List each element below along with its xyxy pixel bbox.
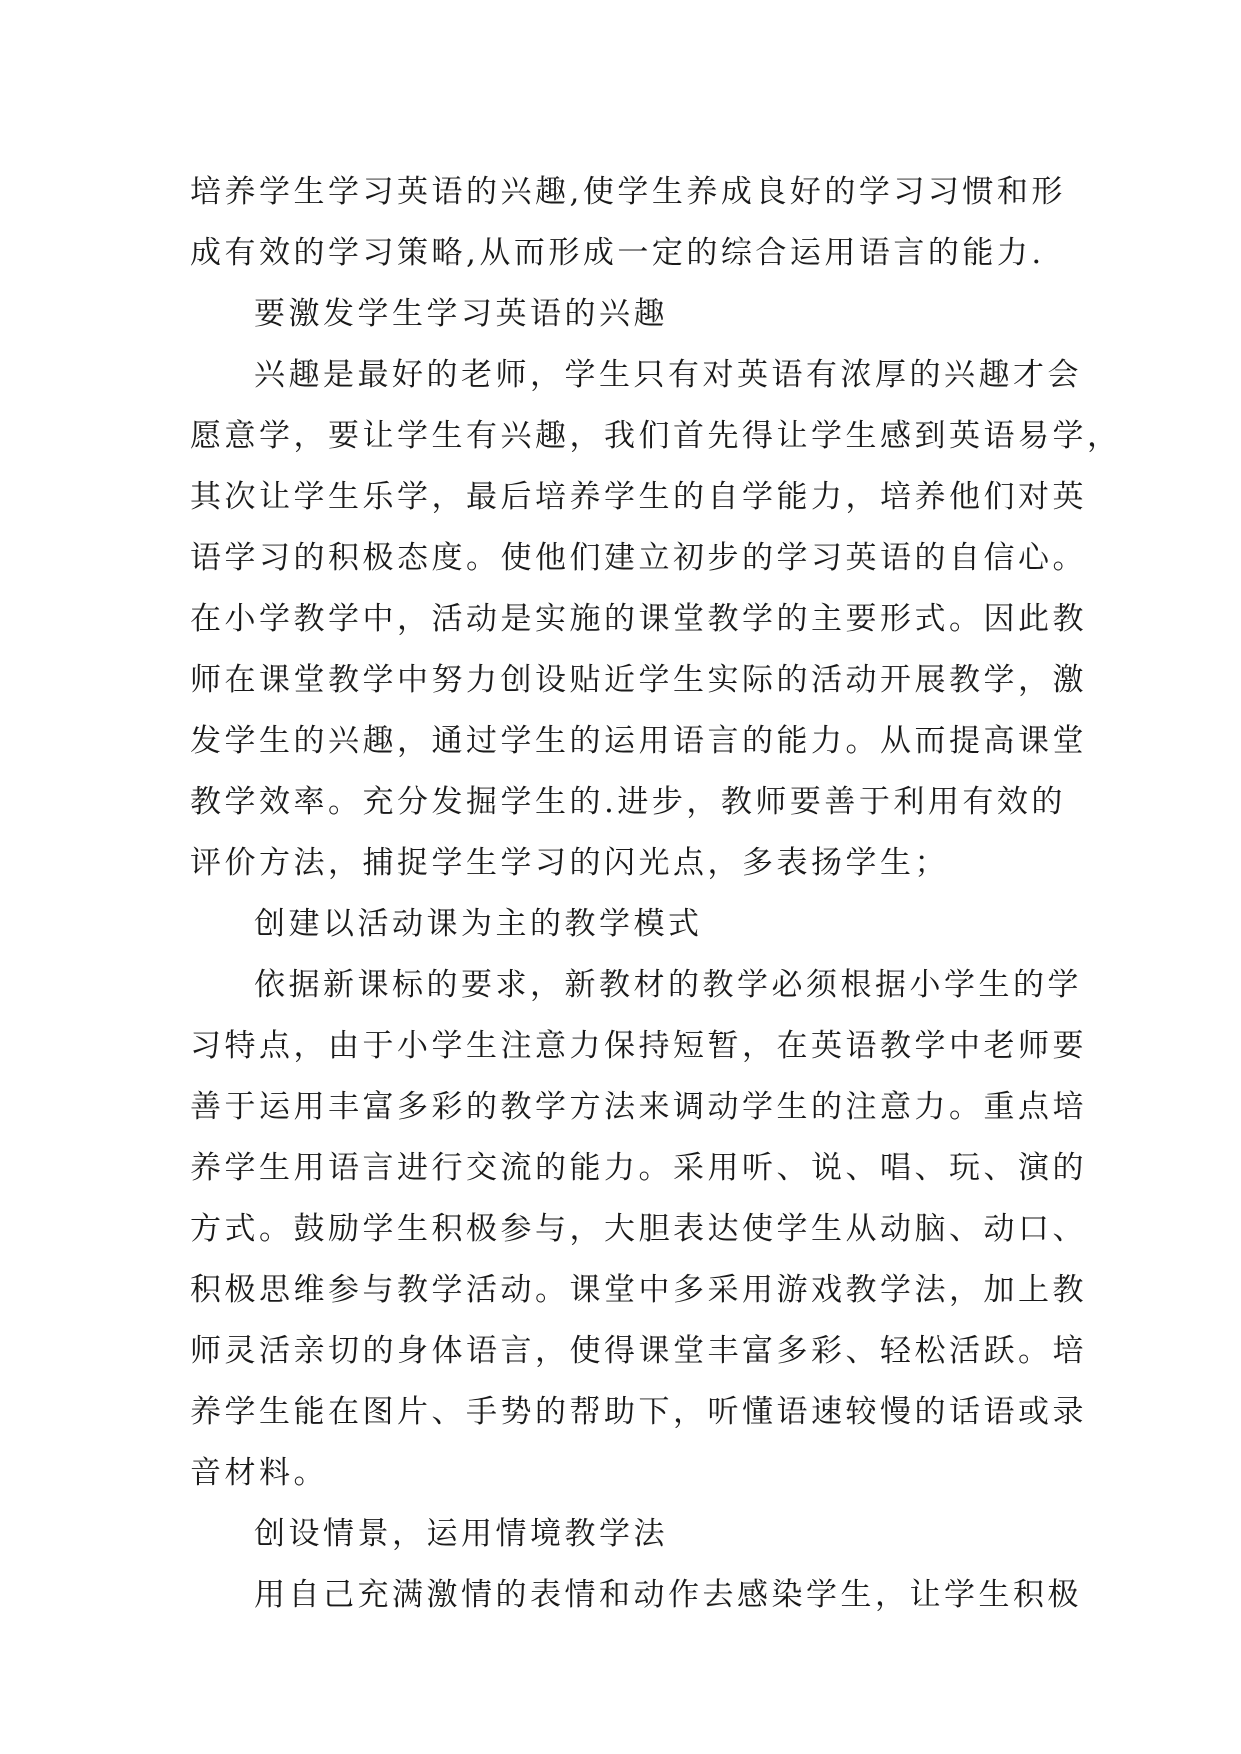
text-line-18: 方式。鼓励学生积极参与，大胆表达使学生从动脑、动口、: [190, 1211, 1087, 1247]
text-line-21: 养学生能在图片、手势的帮助下，听懂语速较慢的话语或录: [190, 1394, 1087, 1430]
text-line-17: 养学生用语言进行交流的能力。采用听、说、唱、玩、演的: [190, 1150, 1087, 1186]
text-line-22: 音材料。: [190, 1455, 328, 1491]
text-line-8: 在小学教学中，活动是实施的课堂教学的主要形式。因此教: [190, 601, 1087, 637]
text-line-12: 评价方法，捕捉学生学习的闪光点，多表扬学生；: [190, 845, 949, 881]
text-line-4: 兴趣是最好的老师，学生只有对英语有浓厚的兴趣才会: [254, 357, 1082, 393]
text-line-6: 其次让学生乐学，最后培养学生的自学能力，培养他们对英: [190, 479, 1087, 515]
text-line-10: 发学生的兴趣，通过学生的运用语言的能力。从而提高课堂: [190, 723, 1087, 759]
text-line-16: 善于运用丰富多彩的教学方法来调动学生的注意力。重点培: [190, 1089, 1087, 1125]
section-heading-3: 创设情景，运用情境教学法: [254, 1516, 668, 1552]
text-line-7: 语学习的积极态度。使他们建立初步的学习英语的自信心。: [190, 540, 1087, 576]
text-line-2: 成有效的学习策略,从而形成一定的综合运用语言的能力.: [190, 235, 1045, 271]
section-heading-2: 创建以活动课为主的教学模式: [254, 906, 703, 942]
text-line-14: 依据新课标的要求，新教材的教学必须根据小学生的学: [254, 967, 1082, 1003]
text-line-19: 积极思维参与教学活动。课堂中多采用游戏教学法，加上教: [190, 1272, 1087, 1308]
text-line-5: 愿意学，要让学生有兴趣，我们首先得让学生感到英语易学，: [190, 418, 1122, 454]
text-line-20: 师灵活亲切的身体语言，使得课堂丰富多彩、轻松活跃。培: [190, 1333, 1087, 1369]
text-line-15: 习特点，由于小学生注意力保持短暂，在英语教学中老师要: [190, 1028, 1087, 1064]
document-body: [190, 162, 1122, 1626]
text-line-24: 用自己充满激情的表情和动作去感染学生，让学生积极: [254, 1577, 1082, 1613]
text-line-9: 师在课堂教学中努力创设贴近学生实际的活动开展教学，激: [190, 662, 1087, 698]
text-line-11: 教学效率。充分发掘学生的.进步，教师要善于利用有效的: [190, 784, 1066, 820]
text-line-1: 培养学生学习英语的兴趣,使学生养成良好的学习习惯和形: [190, 174, 1066, 210]
section-heading-1: 要激发学生学习英语的兴趣: [254, 296, 668, 332]
